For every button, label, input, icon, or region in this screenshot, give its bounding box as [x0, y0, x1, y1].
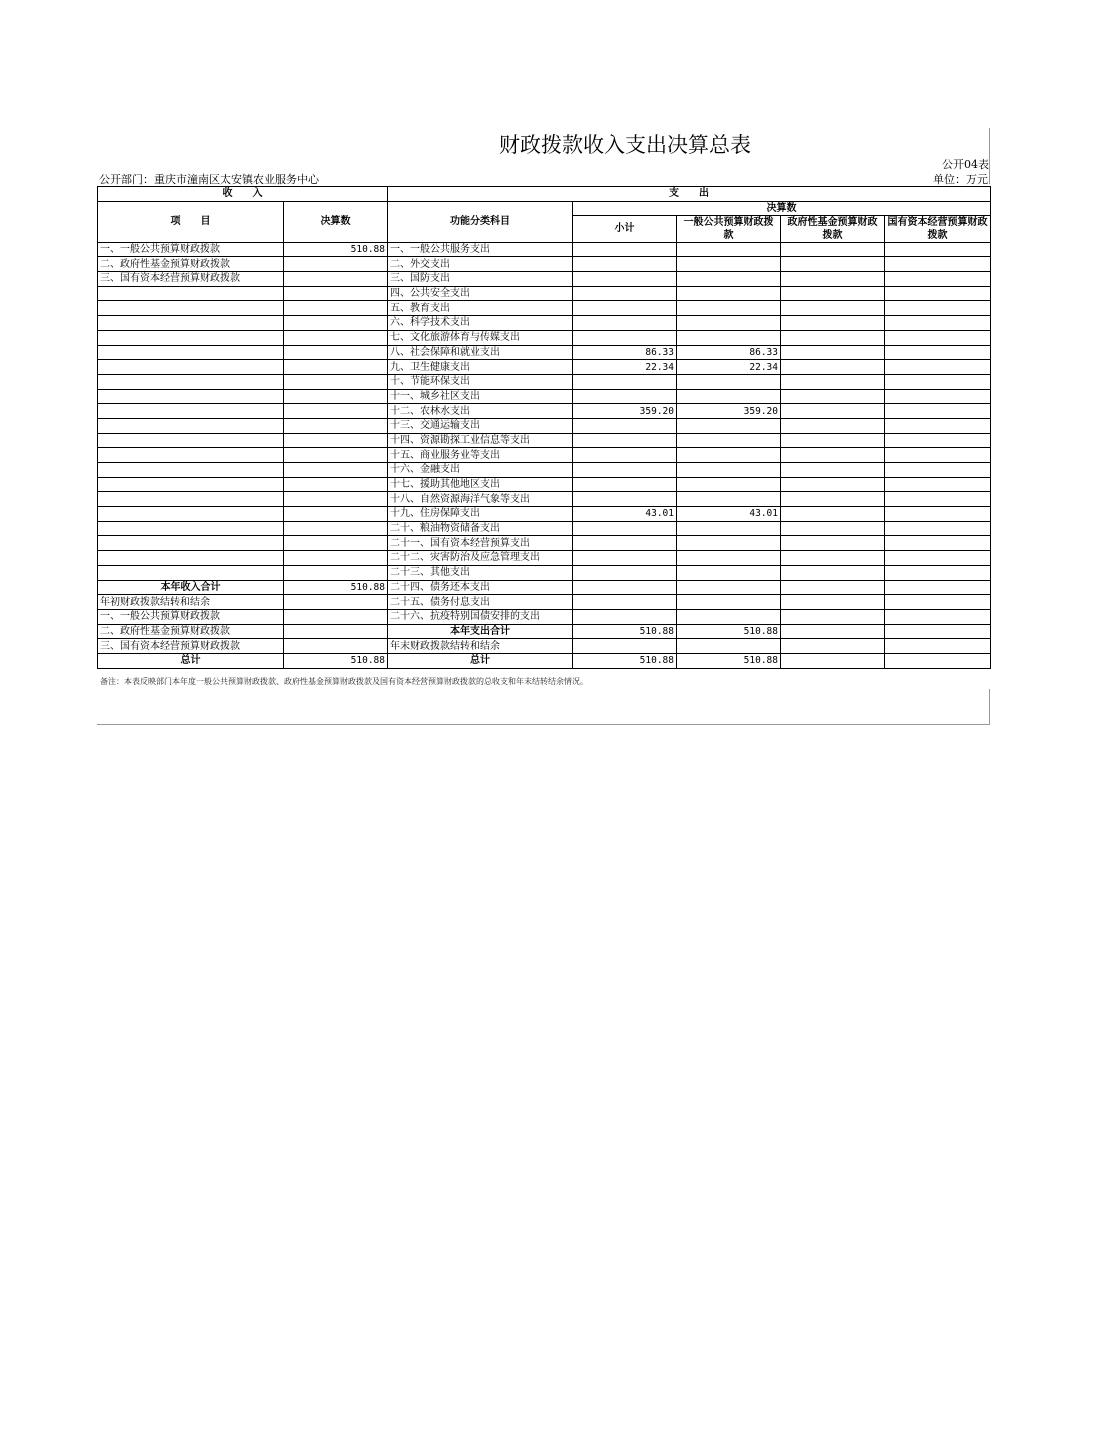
gov-fund-cell	[781, 448, 885, 463]
expense-item-cell: 年末财政拨款结转和结余	[388, 639, 573, 654]
general-budget-cell	[677, 257, 781, 272]
subtotal-cell	[573, 389, 677, 404]
general-budget-cell	[677, 286, 781, 301]
expense-item-cell: 十五、商业服务业等支出	[388, 448, 573, 463]
table-row	[98, 565, 991, 580]
sheet-bottom-line	[97, 724, 990, 725]
general-budget-cell	[677, 330, 781, 345]
table-row	[98, 330, 991, 345]
table-row	[98, 316, 991, 331]
gov-fund-cell	[781, 492, 885, 507]
income-item-cell: 一、一般公共预算财政拨款	[98, 242, 284, 257]
table-row	[98, 448, 991, 463]
gov-fund-cell	[781, 374, 885, 389]
general-budget-cell	[677, 389, 781, 404]
income-amount-cell	[284, 286, 388, 301]
general-budget-cell: 43.01	[677, 507, 781, 522]
gov-fund-cell	[781, 477, 885, 492]
state-capital-cell	[885, 609, 991, 624]
general-budget-cell	[677, 242, 781, 257]
income-item-cell	[98, 286, 284, 301]
expense-item-cell: 六、科学技术支出	[388, 316, 573, 331]
table-row	[98, 286, 991, 301]
income-amount-cell	[284, 609, 388, 624]
income-item-cell	[98, 507, 284, 522]
subtotal-cell: 43.01	[573, 507, 677, 522]
state-capital-cell	[885, 418, 991, 433]
expense-item-cell: 十、节能环保支出	[388, 374, 573, 389]
income-amount-cell	[284, 595, 388, 610]
table-row	[98, 389, 991, 404]
department-label: 公开部门：重庆市潼南区太安镇农业服务中心	[99, 173, 319, 186]
table-row	[98, 536, 991, 551]
subtotal-cell	[573, 433, 677, 448]
expense-item-cell: 十六、金融支出	[388, 463, 573, 478]
gov-fund-cell	[781, 580, 885, 595]
income-amount-cell	[284, 639, 388, 654]
state-capital-cell	[885, 580, 991, 595]
gov-fund-cell	[781, 463, 885, 478]
state-capital-cell	[885, 360, 991, 375]
income-item-cell: 二、政府性基金预算财政拨款	[98, 257, 284, 272]
subtotal-cell	[573, 463, 677, 478]
subtotal-cell	[573, 639, 677, 654]
general-budget-cell: 22.34	[677, 360, 781, 375]
state-capital-cell	[885, 507, 991, 522]
table-row	[98, 345, 991, 360]
form-code: 公开04表	[942, 158, 989, 171]
table-row	[98, 477, 991, 492]
income-item-cell	[98, 360, 284, 375]
income-amount-cell	[284, 624, 388, 639]
final-amount-group-header: 决算数	[573, 201, 991, 215]
header-row-2	[98, 201, 991, 215]
income-amount-cell	[284, 404, 388, 419]
income-amount-cell	[284, 374, 388, 389]
state-capital-cell	[885, 639, 991, 654]
expense-item-cell: 十八、自然资源海洋气象等支出	[388, 492, 573, 507]
table-row	[98, 301, 991, 316]
expense-item-cell: 九、卫生健康支出	[388, 360, 573, 375]
general-budget-header: 一般公共预算财政拨款	[677, 215, 781, 242]
income-item-cell	[98, 551, 284, 566]
income-amount-cell	[284, 551, 388, 566]
general-budget-cell	[677, 492, 781, 507]
general-budget-cell	[677, 463, 781, 478]
general-budget-cell	[677, 433, 781, 448]
state-capital-header: 国有资本经营预算财政拨款	[885, 215, 991, 242]
income-amount-cell	[284, 272, 388, 287]
state-capital-cell	[885, 565, 991, 580]
income-item-cell	[98, 330, 284, 345]
state-capital-cell	[885, 272, 991, 287]
expense-item-cell: 二十四、债务还本支出	[388, 580, 573, 595]
income-item-cell	[98, 389, 284, 404]
gov-fund-cell	[781, 404, 885, 419]
expense-item-cell: 十二、农林水支出	[388, 404, 573, 419]
general-budget-cell: 510.88	[677, 653, 781, 668]
gov-fund-cell	[781, 301, 885, 316]
func-category-header: 功能分类科目	[388, 201, 573, 242]
gov-fund-cell	[781, 272, 885, 287]
subtotal-cell	[573, 418, 677, 433]
income-amount-cell	[284, 360, 388, 375]
table-row	[98, 374, 991, 389]
state-capital-cell	[885, 463, 991, 478]
general-budget-cell	[677, 609, 781, 624]
gov-fund-cell	[781, 609, 885, 624]
income-item-cell: 一、一般公共预算财政拨款	[98, 609, 284, 624]
general-budget-cell	[677, 639, 781, 654]
gov-fund-cell	[781, 330, 885, 345]
table-row	[98, 360, 991, 375]
table-row	[98, 639, 991, 654]
subtotal-cell: 510.88	[573, 653, 677, 668]
income-amount-cell	[284, 316, 388, 331]
expense-item-cell: 十三、交通运输支出	[388, 418, 573, 433]
general-budget-cell	[677, 565, 781, 580]
income-amount-cell	[284, 345, 388, 360]
general-budget-cell: 359.20	[677, 404, 781, 419]
subtotal-cell	[573, 330, 677, 345]
general-budget-cell	[677, 272, 781, 287]
gov-fund-cell	[781, 551, 885, 566]
subtotal-header: 小计	[573, 215, 677, 242]
table-row	[98, 595, 991, 610]
general-budget-cell	[677, 551, 781, 566]
general-budget-cell	[677, 536, 781, 551]
table-row	[98, 507, 991, 522]
budget-table	[97, 186, 991, 669]
gov-fund-header: 政府性基金预算财政拨款	[781, 215, 885, 242]
header-row-1	[98, 187, 991, 202]
gov-fund-cell	[781, 433, 885, 448]
subtotal-cell	[573, 257, 677, 272]
state-capital-cell	[885, 389, 991, 404]
expense-item-cell: 二十、粮油物资储备支出	[388, 521, 573, 536]
table-row	[98, 242, 991, 257]
table-row	[98, 257, 991, 272]
income-amount-cell	[284, 492, 388, 507]
gov-fund-cell	[781, 624, 885, 639]
state-capital-cell	[885, 448, 991, 463]
general-budget-cell: 510.88	[677, 624, 781, 639]
expense-item-cell: 本年支出合计	[388, 624, 573, 639]
table-row	[98, 404, 991, 419]
table-row	[98, 433, 991, 448]
income-amount-cell	[284, 301, 388, 316]
income-item-cell	[98, 374, 284, 389]
subtotal-cell	[573, 609, 677, 624]
expense-item-cell: 一、一般公共服务支出	[388, 242, 573, 257]
subtotal-cell	[573, 580, 677, 595]
general-budget-cell	[677, 448, 781, 463]
subtotal-cell	[573, 521, 677, 536]
state-capital-cell	[885, 433, 991, 448]
state-capital-cell	[885, 624, 991, 639]
expense-item-cell: 十四、资源勘探工业信息等支出	[388, 433, 573, 448]
state-capital-cell	[885, 536, 991, 551]
income-item-cell	[98, 404, 284, 419]
income-item-cell	[98, 565, 284, 580]
income-item-cell	[98, 316, 284, 331]
subtotal-cell	[573, 272, 677, 287]
table-row	[98, 463, 991, 478]
gov-fund-cell	[781, 345, 885, 360]
expense-header: 支 出	[388, 187, 991, 202]
subtotal-cell	[573, 551, 677, 566]
income-item-cell: 三、国有资本经营预算财政拨款	[98, 272, 284, 287]
expense-item-cell: 七、文化旅游体育与传媒支出	[388, 330, 573, 345]
table-row	[98, 609, 991, 624]
state-capital-cell	[885, 257, 991, 272]
gov-fund-cell	[781, 286, 885, 301]
table-row	[98, 272, 991, 287]
expense-item-cell: 十一、城乡社区支出	[388, 389, 573, 404]
expense-item-cell: 二十六、抗疫特别国债安排的支出	[388, 609, 573, 624]
subtotal-cell	[573, 242, 677, 257]
income-amount-cell	[284, 418, 388, 433]
gov-fund-cell	[781, 389, 885, 404]
table-row	[98, 580, 991, 595]
state-capital-cell	[885, 477, 991, 492]
subtotal-cell	[573, 595, 677, 610]
general-budget-cell	[677, 316, 781, 331]
subtotal-cell	[573, 477, 677, 492]
table-row	[98, 551, 991, 566]
subtotal-cell: 359.20	[573, 404, 677, 419]
state-capital-cell	[885, 595, 991, 610]
gov-fund-cell	[781, 507, 885, 522]
subtotal-cell	[573, 286, 677, 301]
expense-item-cell: 五、教育支出	[388, 301, 573, 316]
income-item-cell: 年初财政拨款结转和结余	[98, 595, 284, 610]
state-capital-cell	[885, 316, 991, 331]
income-amount-cell: 510.88	[284, 580, 388, 595]
general-budget-cell	[677, 477, 781, 492]
expense-item-cell: 四、公共安全支出	[388, 286, 573, 301]
income-item-cell	[98, 448, 284, 463]
general-budget-cell	[677, 595, 781, 610]
income-amount-header: 决算数	[284, 201, 388, 242]
table-row	[98, 492, 991, 507]
gov-fund-cell	[781, 595, 885, 610]
subtotal-cell	[573, 536, 677, 551]
income-amount-cell	[284, 448, 388, 463]
general-budget-cell	[677, 580, 781, 595]
subtotal-cell	[573, 448, 677, 463]
expense-item-cell: 二十二、灾害防治及应急管理支出	[388, 551, 573, 566]
general-budget-cell	[677, 374, 781, 389]
unit-label: 单位：万元	[933, 173, 988, 186]
subtotal-cell	[573, 492, 677, 507]
table-row	[98, 418, 991, 433]
income-item-cell	[98, 418, 284, 433]
state-capital-cell	[885, 653, 991, 668]
income-item-cell	[98, 463, 284, 478]
income-item-cell: 总计	[98, 653, 284, 668]
subtotal-cell	[573, 316, 677, 331]
gov-fund-cell	[781, 316, 885, 331]
income-amount-cell: 510.88	[284, 242, 388, 257]
gov-fund-cell	[781, 418, 885, 433]
gov-fund-cell	[781, 653, 885, 668]
gov-fund-cell	[781, 360, 885, 375]
income-amount-cell	[284, 507, 388, 522]
general-budget-cell	[677, 521, 781, 536]
gov-fund-cell	[781, 639, 885, 654]
income-item-cell	[98, 345, 284, 360]
expense-item-cell: 二十五、债务付息支出	[388, 595, 573, 610]
gov-fund-cell	[781, 565, 885, 580]
state-capital-cell	[885, 374, 991, 389]
income-amount-cell	[284, 257, 388, 272]
state-capital-cell	[885, 345, 991, 360]
gov-fund-cell	[781, 257, 885, 272]
income-item-cell	[98, 492, 284, 507]
income-item-cell	[98, 536, 284, 551]
table-row	[98, 653, 991, 668]
subtotal-cell: 510.88	[573, 624, 677, 639]
general-budget-cell: 86.33	[677, 345, 781, 360]
income-amount-cell	[284, 536, 388, 551]
gov-fund-cell	[781, 521, 885, 536]
income-amount-cell	[284, 477, 388, 492]
state-capital-cell	[885, 286, 991, 301]
income-item-cell	[98, 477, 284, 492]
subtotal-cell	[573, 565, 677, 580]
expense-item-cell: 总计	[388, 653, 573, 668]
subtotal-cell	[573, 374, 677, 389]
state-capital-cell	[885, 404, 991, 419]
income-amount-cell	[284, 463, 388, 478]
income-amount-cell: 510.88	[284, 653, 388, 668]
footnote: 备注：本表反映部门本年度一般公共预算财政拨款、政府性基金预算财政拨款及国有资本经营预算财政拨款的总收支和年末结转结余情况。	[100, 677, 588, 686]
item-header: 项 目	[98, 201, 284, 242]
expense-item-cell: 十七、援助其他地区支出	[388, 477, 573, 492]
income-item-cell	[98, 433, 284, 448]
gov-fund-cell	[781, 242, 885, 257]
income-item-cell: 二、政府性基金预算财政拨款	[98, 624, 284, 639]
income-item-cell	[98, 301, 284, 316]
income-item-cell	[98, 521, 284, 536]
expense-item-cell: 二十一、国有资本经营预算支出	[388, 536, 573, 551]
general-budget-cell	[677, 301, 781, 316]
subtotal-cell: 22.34	[573, 360, 677, 375]
income-amount-cell	[284, 389, 388, 404]
general-budget-cell	[677, 418, 781, 433]
expense-item-cell: 十九、住房保障支出	[388, 507, 573, 522]
income-header: 收 入	[98, 187, 388, 202]
table-row	[98, 624, 991, 639]
subtotal-cell	[573, 301, 677, 316]
state-capital-cell	[885, 521, 991, 536]
state-capital-cell	[885, 242, 991, 257]
income-amount-cell	[284, 521, 388, 536]
income-amount-cell	[284, 330, 388, 345]
sheet-bottom-edge	[989, 689, 990, 725]
state-capital-cell	[885, 330, 991, 345]
income-item-cell: 三、国有资本经营预算财政拨款	[98, 639, 284, 654]
income-amount-cell	[284, 433, 388, 448]
page-title: 财政拨款收入支出决算总表	[499, 133, 751, 157]
gov-fund-cell	[781, 536, 885, 551]
state-capital-cell	[885, 551, 991, 566]
income-item-cell: 本年收入合计	[98, 580, 284, 595]
expense-item-cell: 二十三、其他支出	[388, 565, 573, 580]
income-amount-cell	[284, 565, 388, 580]
subtotal-cell: 86.33	[573, 345, 677, 360]
expense-item-cell: 二、外交支出	[388, 257, 573, 272]
expense-item-cell: 八、社会保障和就业支出	[388, 345, 573, 360]
expense-item-cell: 三、国防支出	[388, 272, 573, 287]
table-row	[98, 521, 991, 536]
state-capital-cell	[885, 492, 991, 507]
state-capital-cell	[885, 301, 991, 316]
